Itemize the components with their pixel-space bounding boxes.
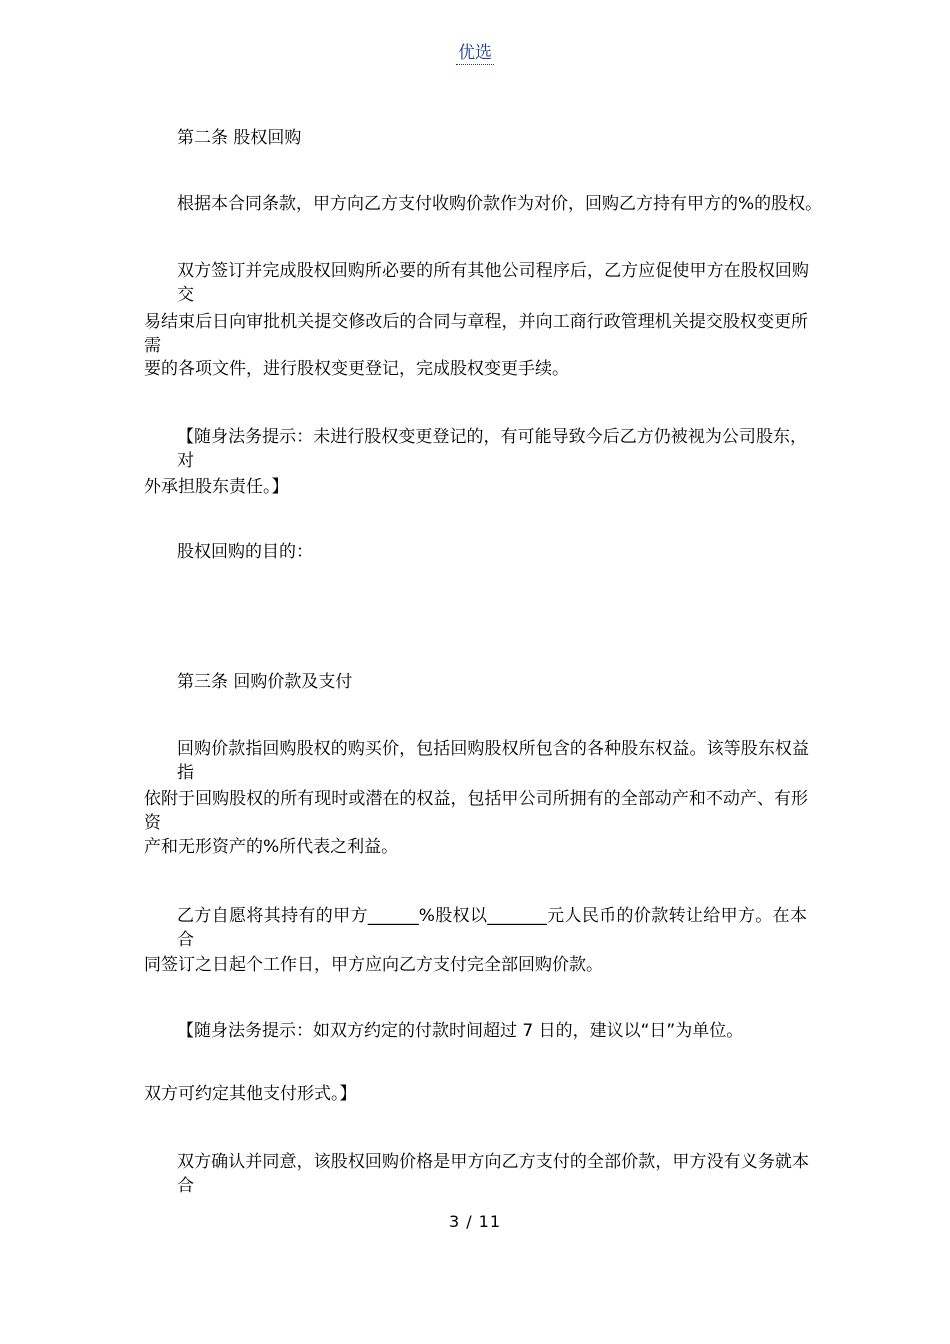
page-header (0, 38, 950, 63)
tip-line: 双方可约定其他支付形式。】 (144, 1084, 357, 1104)
paragraph-line: 根据本合同条款，甲方向乙方支付收购价款作为对价，回购乙方持有甲方的%的股权。 (177, 194, 823, 214)
paragraph-line: 双方确认并同意，该股权回购价格是甲方向乙方支付的全部价款，甲方没有义务就本合 (177, 1152, 809, 1196)
paragraph-line: 股权回购的目的： (177, 542, 313, 562)
paragraph-line: 依附于回购股权的所有现时或潜在的权益，包括甲公司所拥有的全部动产和不动产、有形资 (144, 789, 808, 833)
page-number: 3 / 11 (448, 1212, 502, 1231)
paragraph-line: 乙方自愿将其持有的甲方______%股权以_______元人民币的价款转让给甲方。在本合 (177, 906, 807, 950)
article-2-heading: 第二条 股权回购 (177, 128, 302, 148)
paragraph-line: 同签订之日起个工作日，甲方应向乙方支付完全部回购价款。 (144, 955, 603, 975)
tip-line: 【随身法务提示：未进行股权变更登记的，有可能导致今后乙方仍被视为公司股东，对 (177, 427, 807, 471)
paragraph-line: 易结束后日向审批机关提交修改后的合同与章程，并向工商行政管理机关提交股权变更所需 (144, 312, 808, 356)
paragraph-line: 产和无形资产的%所代表之利益。 (144, 837, 399, 857)
header-label: 优选 (458, 43, 492, 63)
paragraph-line: 回购价款指回购股权的购买价，包括回购股权所包含的各种股东权益。该等股东权益指 (177, 739, 809, 783)
paragraph-line: 双方签订并完成股权回购所必要的所有其他公司程序后，乙方应促使甲方在股权回购交 (177, 261, 809, 305)
tip-line: 外承担股东责任。】 (144, 477, 289, 497)
article-3-heading: 第三条 回购价款及支付 (177, 672, 353, 692)
tip-line: 【随身法务提示：如双方约定的付款时间超过 7 日的，建议以“日”为单位。 (177, 1021, 744, 1041)
paragraph-line: 要的各项文件，进行股权变更登记，完成股权变更手续。 (144, 359, 569, 379)
